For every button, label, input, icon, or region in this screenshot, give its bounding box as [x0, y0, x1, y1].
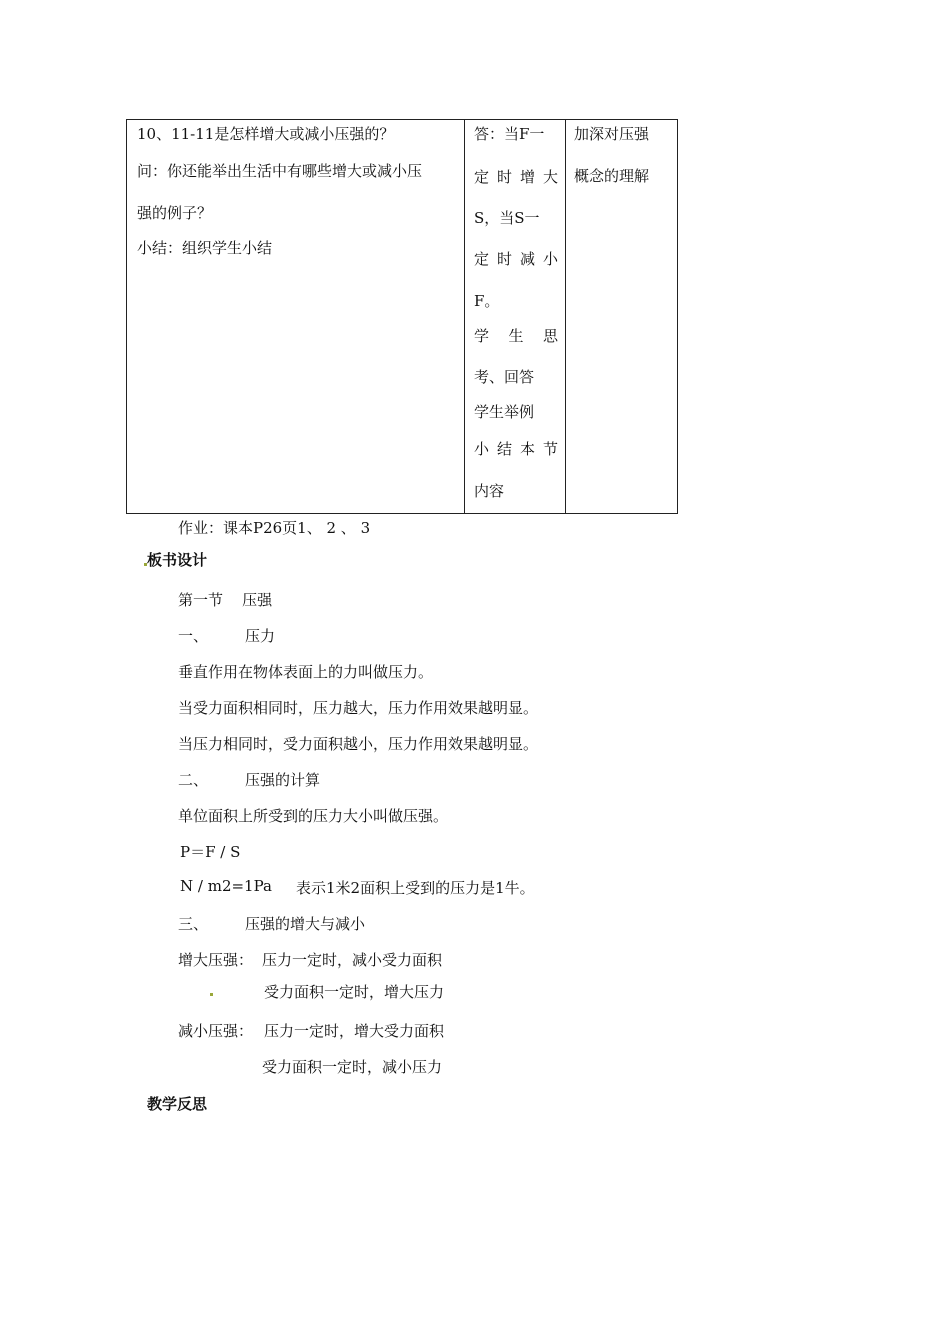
- part3-number: 三、: [178, 915, 209, 933]
- board-line-2: 当受力面积相同时，压力越大，压力作用效果越明显。: [178, 699, 539, 717]
- intent-line-1: 加深对压强: [574, 125, 650, 143]
- formula: P＝F / S: [180, 843, 241, 861]
- summary-line: 小结：组织学生小结: [137, 239, 273, 257]
- increase-method-2: 受力面积一定时，增大压力: [264, 983, 445, 1001]
- board-line-3: 当压力相同时，受力面积越小，压力作用效果越明显。: [178, 735, 539, 753]
- increase-method-1: 压力一定时，减小受力面积: [262, 951, 443, 969]
- answer-line-1: 答：当F一: [474, 125, 545, 143]
- question-line-1: 10、11-11是怎样增大或减小压强的？: [137, 125, 395, 143]
- board-line-4: 单位面积上所受到的压力大小叫做压强。: [178, 807, 449, 825]
- part1-title: 压力: [245, 627, 276, 645]
- answer-line-7: 考、回答: [474, 368, 535, 386]
- answer-line-8: 学生举例: [474, 403, 535, 421]
- decrease-method-1: 压力一定时，增大受力面积: [264, 1022, 445, 1040]
- teacher-activity-cell: [127, 120, 465, 514]
- part3-title: 压强的增大与减小: [245, 915, 366, 933]
- homework-line: 作业：课本P26页1、 2 、 3: [178, 519, 371, 537]
- unit-definition: N / m2=1Pa: [180, 877, 272, 895]
- intent-line-2: 概念的理解: [574, 167, 650, 185]
- part1-number: 一、: [178, 627, 209, 645]
- student-activity-cell: [465, 120, 566, 514]
- part2-title: 压强的计算: [245, 771, 321, 789]
- board-line-1: 垂直作用在物体表面上的力叫做压力。: [178, 663, 434, 681]
- section-title: 第一节 压强: [178, 591, 273, 609]
- answer-line-6: 学 生 思: [474, 327, 558, 345]
- lesson-table: [126, 119, 678, 514]
- answer-line-3: S，当S一: [474, 209, 540, 227]
- question-line-3: 强的例子？: [137, 204, 213, 222]
- answer-line-5: F。: [474, 292, 500, 310]
- decrease-method-2: 受力面积一定时，减小压力: [262, 1058, 443, 1076]
- design-intent-cell: [566, 120, 678, 514]
- question-line-2: 问：你还能举出生活中有哪些增大或减小压: [137, 162, 423, 180]
- answer-line-4: 定 时 减 小: [474, 250, 558, 268]
- board-design-heading: 板书设计: [147, 551, 208, 569]
- unit-description: 表示1米2面积上受到的压力是1牛。: [296, 879, 535, 897]
- increase-label: 增大压强：: [178, 951, 254, 969]
- answer-line-2: 定 时 增 大: [474, 168, 558, 186]
- part2-number: 二、: [178, 771, 209, 789]
- marker-dot: [210, 993, 213, 996]
- teaching-reflection-heading: 教学反思: [147, 1095, 208, 1113]
- answer-line-9: 小 结 本 节: [474, 440, 558, 458]
- decrease-label: 减小压强：: [178, 1022, 254, 1040]
- answer-line-10: 内容: [474, 482, 505, 500]
